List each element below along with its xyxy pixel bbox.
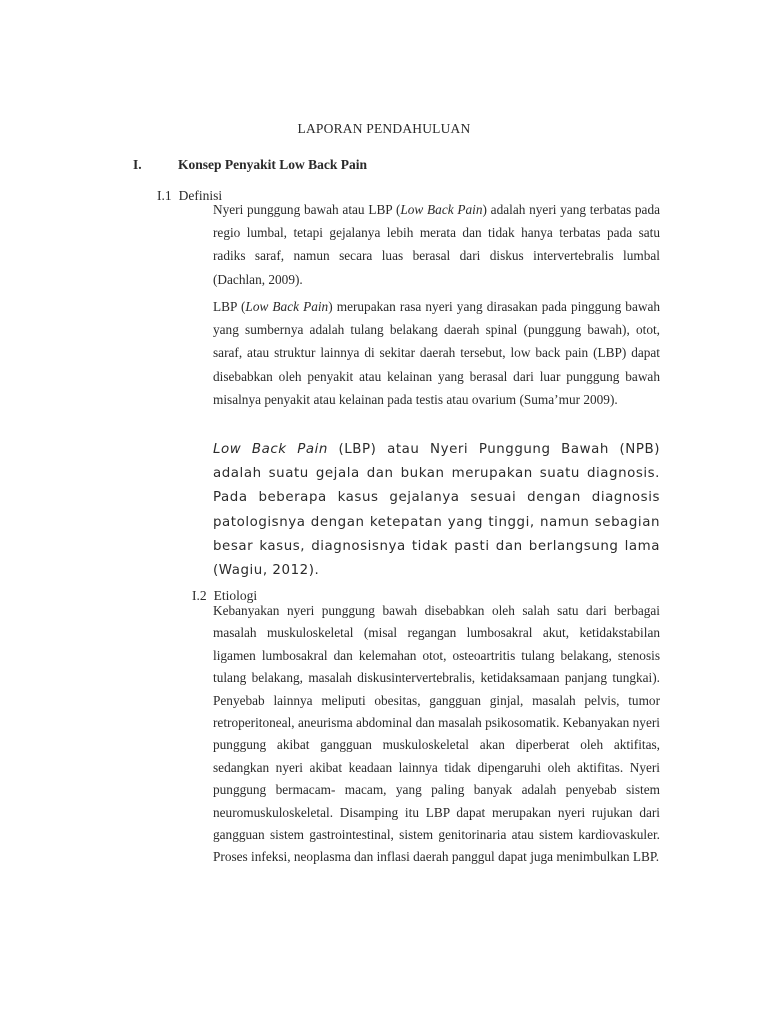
paragraph-text: ) adalah nyeri yang terbatas pada regio lumbal, tetapi gejalanya lebih merata dan tidak hanya terbatas pada satu radiks saraf, namun secara luas berasal dari diskus intervertebralis lumbal (Dachlan, 2009). xyxy=(213,202,660,287)
document-title: LAPORAN PENDAHULUAN xyxy=(297,121,471,136)
subsection-title: Definisi xyxy=(178,188,223,203)
subsection-number: I.2 xyxy=(192,588,207,603)
definition-paragraph-2 xyxy=(213,295,660,411)
paragraph-text: LBP ( xyxy=(213,299,246,314)
etiology-paragraph: Kebanyakan nyeri punggung bawah disebabkan oleh salah satu dari berbagai masalah muskuloskeletal (misal regangan lumbosakral akut, ketidakstabilan ligamen lumbosakral dan kelemahan otot, osteoartritis tulang belakang, stenosis tulang belakang, masalah diskusintervertebralis, ketidaksamaan panjang tungkai). Penyebab lainnya meliputi obesitas, gangguan ginjal, masalah pelvis, tumor retroperitoneal, aneurisma abdominal dan masalah psikosomatik. Kebanyakan nyeri punggung akibat gangguan muskuloskeletal akan diperberat oleh aktifitas, sedangkan nyeri akibat keadaan lainnya tidak dipengaruhi oleh aktifitas. Nyeri punggung bermacam- macam, yang paling banyak adalah penyebab sistem neuromuskuloskeletal. Disamping itu LBP dapat merupakan nyeri rujukan dari gangguan sistem gastrointestinal, sistem genitorinaria atau sistem kardiovaskuler. Proses infeksi, neoplasma dan inflasi daerah panggul dapat juga menimbulkan LBP. xyxy=(213,603,660,865)
section-number: I. xyxy=(133,157,142,172)
paragraph-italic-term: Low Back Pain xyxy=(245,299,329,314)
paragraph-text: Nyeri punggung bawah atau LBP ( xyxy=(213,202,401,217)
paragraph-text: ) merupakan rasa nyeri yang dirasakan pada pinggung bawah yang sumbernya adalah tulang belakang daerah spinal (punggung bawah), otot, saraf, atau struktur lainnya di sekitar daerah tersebut, low back pain (LBP) dapat disebabkan oleh penyakit atau kelainan yang berasal dari luar punggung bawah misalnya penyakit atau kelainan pada testis atau ovarium (Suma’mur 2009). xyxy=(213,299,661,407)
paragraph-text: (LBP) atau Nyeri Punggung Bawah (NPB) adalah suatu gejala dan bukan merupakan suatu diagnosis. Pada beberapa kasus gejalanya sesuai dengan diagnosis patologisnya dengan ketepatan yang tinggi, namun sebagian besar kasus, diagnosisnya tidak pasti dan berlangsung lama (Wagiu, 2012). xyxy=(213,442,661,579)
subsection-number: I.1 xyxy=(157,188,172,203)
paragraph-italic-term: Low Back Pain xyxy=(213,442,328,457)
definition-paragraph-1 xyxy=(213,198,660,291)
definition-paragraph-3 xyxy=(213,438,660,583)
subsection-title: Etiologi xyxy=(213,588,258,603)
paragraph-italic-term: Low Back Pain xyxy=(400,202,483,217)
section-title: Konsep Penyakit Low Back Pain xyxy=(178,157,368,172)
